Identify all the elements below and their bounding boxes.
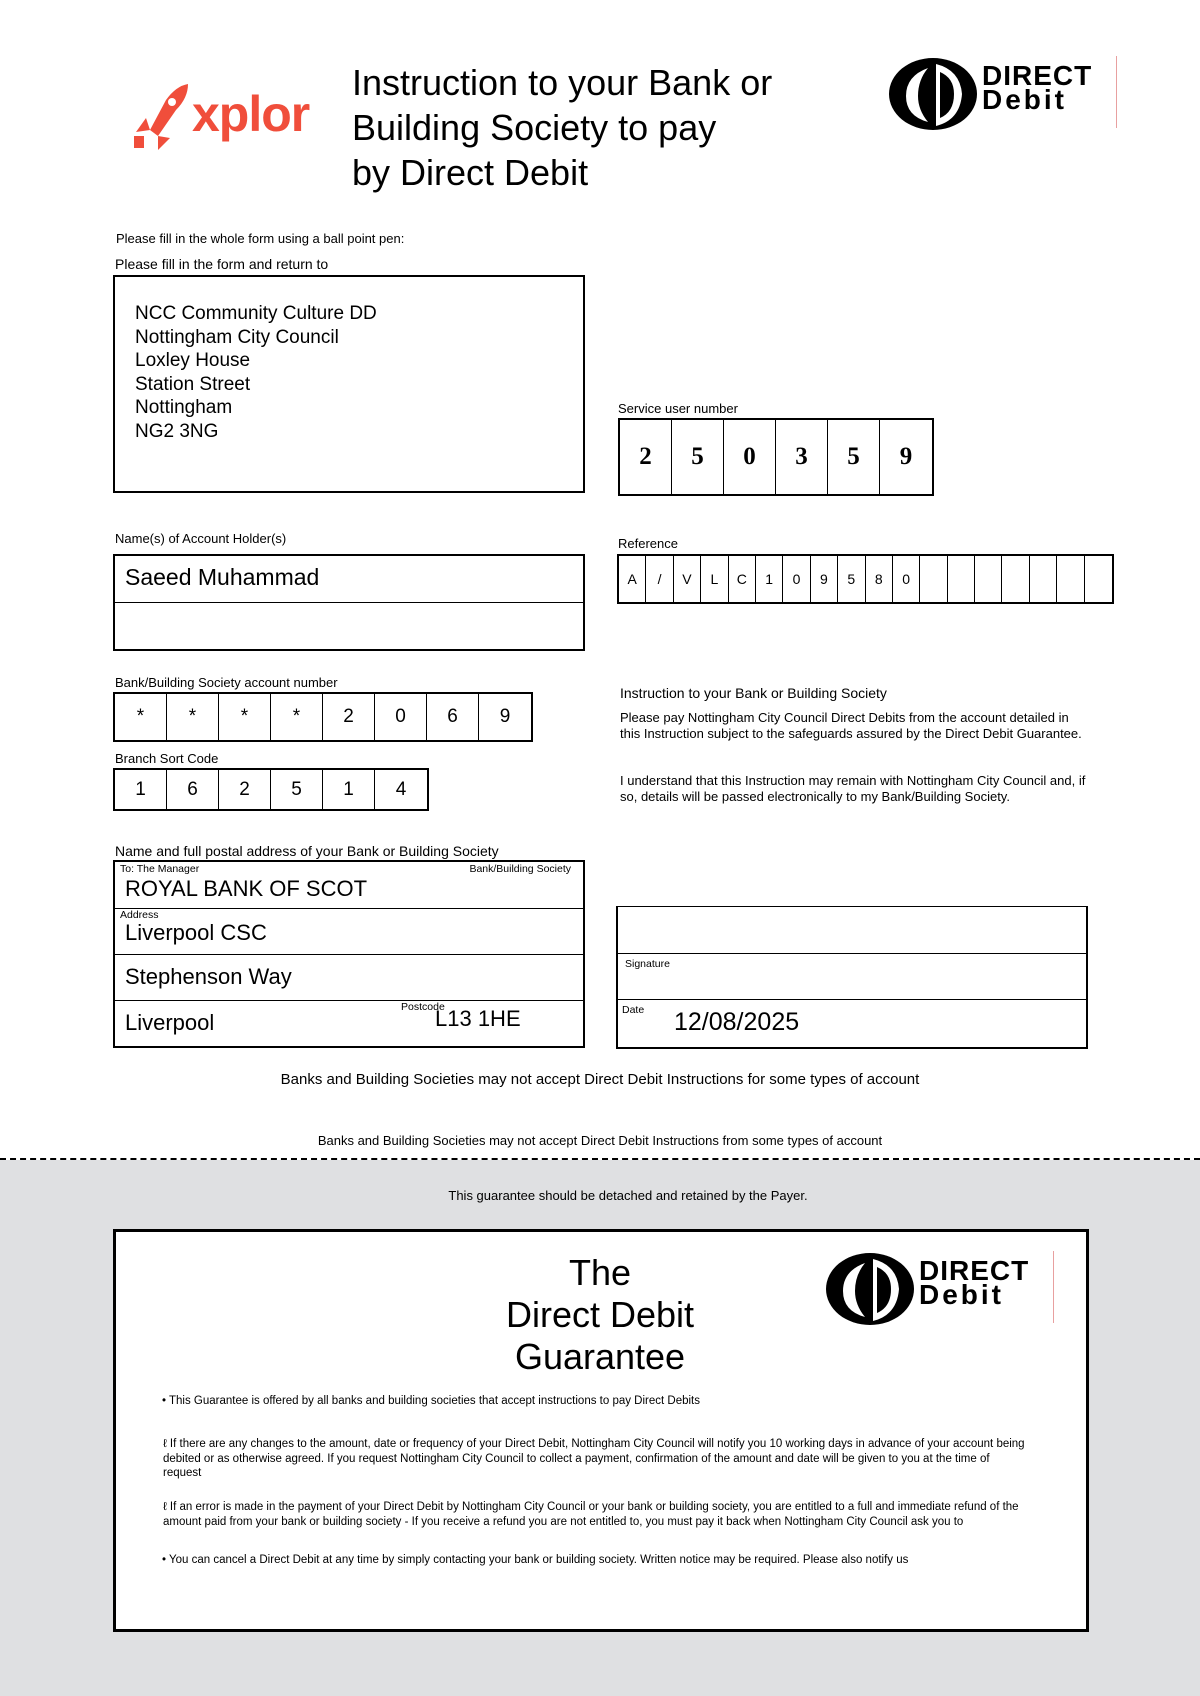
digit-cell: 6 bbox=[427, 694, 479, 740]
ref-cell bbox=[1085, 556, 1112, 602]
signature-label: Signature bbox=[625, 958, 670, 970]
instruction-paragraph-2: I understand that this Instruction may remain with Nottingham City Council and, if so, details will be passed electronically to my Bank/Building Society. bbox=[620, 772, 1086, 804]
digit-cell: * bbox=[167, 694, 219, 740]
reference-label: Reference bbox=[618, 536, 678, 551]
page-title: Instruction to your Bank or Building Society to pay by Direct Debit bbox=[352, 62, 773, 193]
digit-cell: 6 bbox=[167, 770, 219, 809]
rocket-icon bbox=[132, 82, 192, 152]
ref-cell bbox=[1030, 556, 1057, 602]
ref-cell: 1 bbox=[756, 556, 783, 602]
digit-cell: 0 bbox=[375, 694, 427, 740]
ref-cell: 0 bbox=[783, 556, 810, 602]
account-number bbox=[113, 692, 533, 742]
account-types-note-2: Banks and Building Societies may not accept Direct Debit Instructions from some types of account bbox=[317, 1133, 883, 1148]
bank-address-box bbox=[113, 860, 585, 1048]
digit-cell: * bbox=[271, 694, 323, 740]
direct-debit-icon bbox=[825, 1249, 915, 1329]
digit-cell: 1 bbox=[323, 770, 375, 809]
guarantee-item: • This Guarantee is offered by all banks and building societies that accept instructions to pay Direct Debits bbox=[162, 1395, 701, 1407]
direct-debit-icon bbox=[888, 54, 978, 134]
return-address: NCC Community Culture DD Nottingham City Council Loxley House Station Street Nottingham NG2 3NG bbox=[135, 303, 377, 442]
signature-date-box bbox=[616, 906, 1088, 1049]
digit-cell: 2 bbox=[323, 694, 375, 740]
return-address-box bbox=[113, 275, 585, 493]
guarantee-direct-debit-logo: DIRECT Debit bbox=[825, 1249, 1057, 1329]
address-line3-field[interactable]: Liverpool bbox=[125, 1010, 215, 1035]
ref-cell: C bbox=[729, 556, 756, 602]
ref-cell bbox=[975, 556, 1002, 602]
address-line1-field[interactable]: Liverpool CSC bbox=[125, 920, 267, 945]
bank-name-row: To: The Manager Bank/Building Society ROYAL BANK OF SCOT bbox=[115, 862, 583, 909]
digit-cell: 1 bbox=[115, 770, 167, 809]
return-label: Please fill in the form and return to bbox=[115, 256, 329, 272]
bank-address-label: Name and full postal address of your Bank or Building Society bbox=[115, 843, 499, 859]
guarantee-item: • You can cancel a Direct Debit at any time by simply contacting your bank or building society. Written notice may be required. Please also notify us bbox=[162, 1554, 909, 1566]
ref-cell: A bbox=[619, 556, 646, 602]
bank-name-field[interactable]: ROYAL BANK OF SCOT bbox=[125, 876, 368, 901]
digit-cell: 9 bbox=[899, 443, 913, 470]
ref-cell bbox=[920, 556, 947, 602]
ref-cell: 5 bbox=[838, 556, 865, 602]
address-row-2 bbox=[115, 954, 583, 1001]
date-label: Date bbox=[622, 1004, 645, 1016]
ref-cell: V bbox=[674, 556, 701, 602]
ref-cell bbox=[948, 556, 975, 602]
ref-cell bbox=[1057, 556, 1084, 602]
guarantee-item: ℓ If there are any changes to the amount, date or frequency of your Direct Debit, Nottingham City Council will notify you 10 working days in advance of your account being debited or as otherwise agreed. If you request Nottingham City Council to collect a payment, confirmation of the amount and date will be given to you at the time of request bbox=[163, 1438, 1025, 1479]
ref-cell: 8 bbox=[866, 556, 893, 602]
digit-cell: 2 bbox=[620, 420, 672, 494]
xplor-logo bbox=[132, 82, 342, 154]
ref-cell bbox=[1002, 556, 1029, 602]
digit-cell: 0 bbox=[724, 420, 776, 494]
ref-cell: 0 bbox=[893, 556, 920, 602]
digit-cell: 5 bbox=[672, 420, 724, 494]
holder-label: Name(s) of Account Holder(s) bbox=[115, 531, 287, 546]
direct-debit-logo: DIRECT Debit bbox=[888, 54, 1120, 134]
digit-cell: 5 bbox=[271, 770, 323, 809]
detach-note: This guarantee should be detached and retained by the Payer. bbox=[448, 1188, 808, 1203]
instruction-paragraph-1: Please pay Nottingham City Council Direct Debits from the account detailed in this Instruction subject to the safeguards assured by the Direct Debit Guarantee. bbox=[620, 709, 1082, 741]
digit-cell: 9 bbox=[499, 706, 511, 727]
digit-cell: * bbox=[219, 694, 271, 740]
reference-field bbox=[617, 554, 1114, 604]
sort-code bbox=[113, 768, 429, 811]
ref-cell: 9 bbox=[811, 556, 838, 602]
fill-instruction: Please fill in the whole form using a ball point pen: bbox=[116, 231, 405, 246]
account-types-note: Banks and Building Societies may not accept Direct Debit Instructions for some types of account bbox=[280, 1071, 920, 1088]
date-field[interactable]: 12/08/2025 bbox=[674, 1008, 800, 1036]
sort-label: Branch Sort Code bbox=[115, 751, 219, 766]
guarantee-item: ℓ If an error is made in the payment of your Direct Debit by Nottingham City Council or your bank or building society, you are entitled to a full and immediate refund of the amount paid from your bank or building society - If you receive a refund you are not entitled to, you must pay it back when Nottingham City Council ask you to bbox=[163, 1501, 1019, 1528]
account-label: Bank/Building Society account number bbox=[115, 675, 338, 690]
holder-name-box bbox=[113, 554, 585, 651]
address-row-1: Address Liverpool CSC bbox=[115, 908, 583, 955]
guarantee-title: The Direct Debit Guarantee bbox=[505, 1252, 695, 1377]
digit-cell: 2 bbox=[219, 770, 271, 809]
service-user-label: Service user number bbox=[618, 401, 738, 416]
digit-cell: * bbox=[115, 694, 167, 740]
logo-text: xplor bbox=[192, 86, 310, 142]
instruction-block bbox=[620, 685, 1090, 806]
service-user-number bbox=[618, 418, 934, 496]
instruction-heading: Instruction to your Bank or Building Society bbox=[620, 685, 887, 701]
ref-cell: / bbox=[646, 556, 673, 602]
address-row-3: Liverpool Postcode L13 1HE bbox=[125, 1001, 521, 1035]
address-line2-field[interactable]: Stephenson Way bbox=[125, 964, 292, 989]
postcode-field[interactable]: L13 1HE bbox=[435, 1006, 521, 1031]
digit-cell: 4 bbox=[395, 778, 407, 800]
ref-cell: L bbox=[701, 556, 728, 602]
digit-cell: 5 bbox=[828, 420, 880, 494]
digit-cell: 3 bbox=[776, 420, 828, 494]
holder-name-field[interactable]: Saeed Muhammad bbox=[125, 564, 320, 590]
